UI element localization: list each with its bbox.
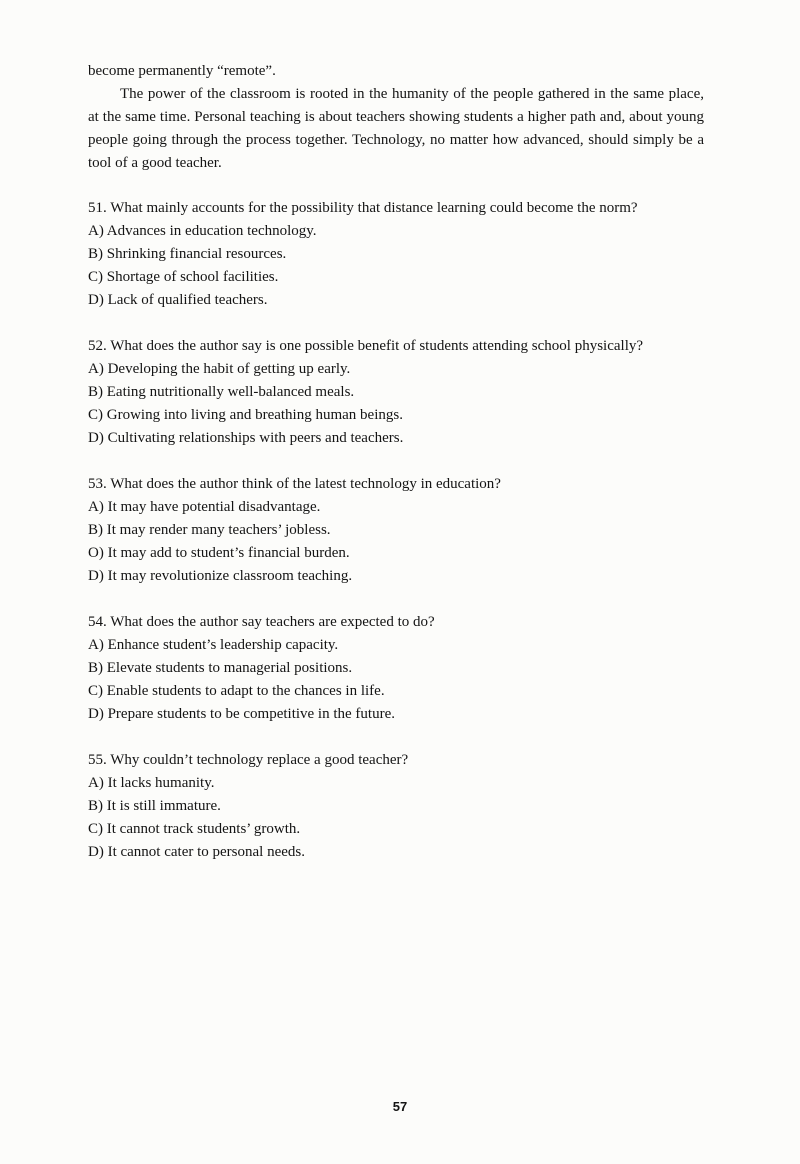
question-list xyxy=(88,197,704,864)
option-b: B) It is still immature. xyxy=(88,798,221,814)
question-54 xyxy=(88,611,704,726)
option-d: D) It cannot cater to personal needs. xyxy=(88,844,305,860)
option-a: A) Advances in education technology. xyxy=(88,223,317,239)
passage-first-line: become permanently “remote”. xyxy=(88,63,276,79)
option-b: B) Shrinking financial resources. xyxy=(88,246,287,262)
option-d: D) Prepare students to be competitive in the future. xyxy=(88,706,395,722)
option-a: A) It lacks humanity. xyxy=(88,775,215,791)
question-53 xyxy=(88,473,704,588)
option-a: A) Developing the habit of getting up early. xyxy=(88,361,351,377)
question-stem: 55. Why couldn’t technology replace a good teacher? xyxy=(88,752,409,768)
question-stem: 52. What does the author say is one possible benefit of students attending school physically? xyxy=(88,338,644,354)
question-stem: 51. What mainly accounts for the possibility that distance learning could become the norm? xyxy=(88,200,638,216)
option-d: D) Cultivating relationships with peers and teachers. xyxy=(88,430,404,446)
passage-paragraph: The power of the classroom is rooted in the humanity of the people gathered in the same place, at the same time. Personal teaching is about teachers showing students a higher path and, about young people going through the process together. Technology, no matter how advanced, should simply be a tool of a good teacher. xyxy=(88,86,704,171)
option-c: C) Shortage of school facilities. xyxy=(88,269,279,285)
option-d: D) It may revolutionize classroom teaching. xyxy=(88,568,353,584)
question-55 xyxy=(88,749,704,864)
option-c: C) It cannot track students’ growth. xyxy=(88,821,301,837)
option-c: C) Growing into living and breathing human beings. xyxy=(88,407,403,423)
option-d: D) Lack of qualified teachers. xyxy=(88,292,268,308)
option-a: A) It may have potential disadvantage. xyxy=(88,499,321,515)
option-b: B) It may render many teachers’ jobless. xyxy=(88,522,331,538)
question-stem: 54. What does the author say teachers are expected to do? xyxy=(88,614,435,630)
question-stem: 53. What does the author think of the latest technology in education? xyxy=(88,476,501,492)
question-52 xyxy=(88,335,704,450)
page-content xyxy=(88,60,704,887)
option-c: O) It may add to student’s financial burden. xyxy=(88,545,350,561)
option-a: A) Enhance student’s leadership capacity. xyxy=(88,637,339,653)
question-51 xyxy=(88,197,704,312)
page-number: 57 xyxy=(392,1099,408,1114)
option-b: B) Eating nutritionally well-balanced meals. xyxy=(88,384,355,400)
option-b: B) Elevate students to managerial positions. xyxy=(88,660,353,676)
option-c: C) Enable students to adapt to the chances in life. xyxy=(88,683,385,699)
